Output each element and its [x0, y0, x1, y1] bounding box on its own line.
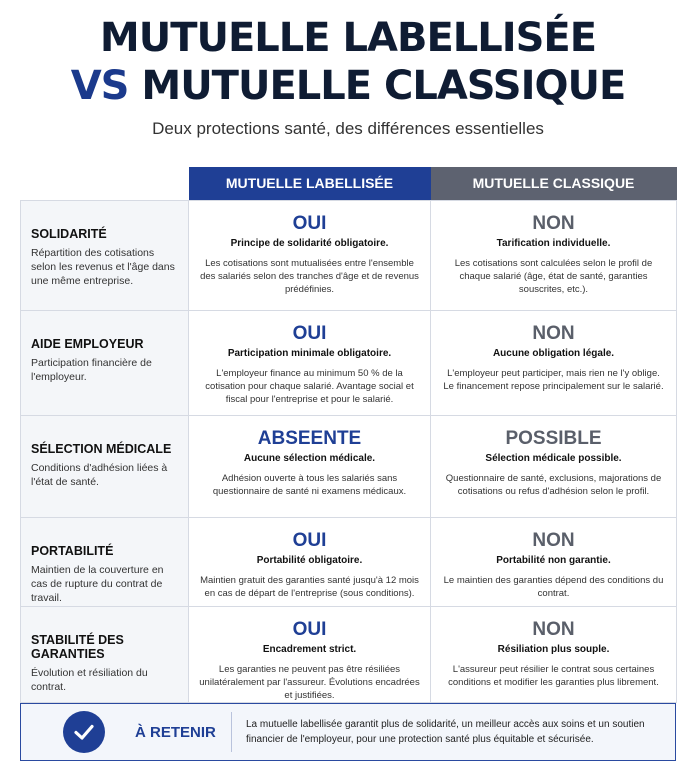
criterion-description: Répartition des cotisations selon les revenus et l'âge dans une même entreprise. — [31, 246, 175, 287]
classique-cell — [431, 606, 677, 702]
retenir-label: À RETENIR — [135, 723, 216, 741]
criterion-cell — [21, 517, 189, 606]
labellisee-headline: Participation minimale obligatoire. — [227, 347, 392, 359]
labellisee-detail: Maintien gratuit des garanties santé jusqu'à 12 mois en cas de départ de l'entreprise (sous conditions). — [200, 574, 419, 599]
table-row — [21, 310, 677, 415]
classique-headline: Résiliation plus souple. — [497, 643, 610, 655]
retenir-divider — [231, 712, 232, 752]
labellisee-verdict: OUI — [292, 322, 327, 344]
classique-detail: L'assureur peut résilier le contrat sous certaines conditions et modifier les garanties plus librement. — [448, 663, 659, 688]
classique-detail: Questionnaire de santé, exclusions, majorations de cotisations ou refus d'adhésion selon le profil. — [445, 472, 662, 497]
classique-cell — [431, 415, 677, 517]
classique-verdict: NON — [532, 618, 575, 640]
column-header-labellisee: MUTUELLE LABELLISÉE — [189, 167, 431, 200]
labellisee-detail: Adhésion ouverte à tous les salariés sans questionnaire de santé ni examens médicaux. — [212, 472, 407, 497]
criterion-name: AIDE EMPLOYEUR — [31, 336, 144, 351]
comparison-table — [20, 167, 677, 703]
column-header-classique: MUTUELLE CLASSIQUE — [431, 167, 677, 200]
labellisee-detail: Les cotisations sont mutualisées entre l'ensemble des salariés selon des tranches d'âge et de revenus prédéfinies. — [200, 257, 419, 295]
labellisee-headline: Encadrement strict. — [262, 643, 357, 655]
criterion-description: Maintien de la couverture en cas de rupture du contrat de travail. — [31, 563, 164, 604]
table-corner — [21, 167, 189, 200]
table-row — [21, 415, 677, 517]
labellisee-verdict: ABSEENTE — [257, 427, 362, 449]
criterion-name: SÉLECTION MÉDICALE — [31, 441, 172, 456]
criterion-description: Participation financière de l'employeur. — [31, 356, 152, 383]
retenir-text: La mutuelle labellisée garantit plus de solidarité, un meilleur accès aux soins et un soutien financier de l'employeur, pour une protection santé plus équitable et sécurisée. — [246, 719, 645, 745]
labellisee-cell — [189, 310, 431, 415]
labellisee-cell — [189, 200, 431, 310]
classique-verdict: NON — [532, 322, 575, 344]
labellisee-headline: Aucune sélection médicale. — [243, 452, 376, 464]
title-line-2-rest: MUTUELLE CLASSIQUE — [141, 63, 626, 109]
labellisee-headline: Principe de solidarité obligatoire. — [230, 237, 389, 249]
criterion-cell — [21, 415, 189, 517]
page-title — [0, 14, 696, 110]
classique-headline: Sélection médicale possible. — [485, 452, 622, 464]
retenir-banner — [20, 703, 676, 761]
labellisee-detail: L'employeur finance au minimum 50 % de la cotisation pour chaque salarié. Avantage social et fiscal pour l'entreprise et pour le salarié. — [205, 367, 414, 405]
classique-headline: Aucune obligation légale. — [492, 347, 615, 359]
criterion-cell — [21, 200, 189, 310]
title-vs: VS — [70, 63, 129, 109]
classique-verdict: NON — [532, 529, 575, 551]
classique-headline: Portabilité non garantie. — [496, 554, 611, 566]
check-icon — [63, 711, 105, 753]
classique-detail: Le maintien des garanties dépend des conditions du contrat. — [443, 574, 664, 599]
classique-headline: Tarification individuelle. — [496, 237, 611, 249]
classique-detail: L'employeur peut participer, mais rien ne l'y oblige. Le financement repose principalement sur le salarié. — [443, 367, 664, 392]
labellisee-verdict: OUI — [292, 529, 327, 551]
criterion-description: Conditions d'adhésion liées à l'état de santé. — [31, 461, 168, 488]
criterion-cell — [21, 310, 189, 415]
classique-verdict: NON — [532, 212, 575, 234]
labellisee-cell — [189, 415, 431, 517]
title-line-2 — [0, 62, 696, 110]
criterion-name: SOLIDARITÉ — [31, 226, 107, 241]
page-subtitle: Deux protections santé, des différences essentielles — [152, 119, 544, 138]
criterion-name: STABILITÉ DES GARANTIES — [31, 632, 124, 661]
table-header-row — [21, 167, 677, 200]
classique-verdict: POSSIBLE — [505, 427, 602, 449]
table-row — [21, 200, 677, 310]
classique-cell — [431, 310, 677, 415]
labellisee-verdict: OUI — [292, 618, 327, 640]
labellisee-cell — [189, 606, 431, 702]
title-line-1: MUTUELLE LABELLISÉE — [99, 15, 597, 61]
table-row — [21, 606, 677, 702]
criterion-description: Évolution et résiliation du contrat. — [31, 666, 148, 693]
classique-cell — [431, 517, 677, 606]
criterion-cell — [21, 606, 189, 702]
classique-cell — [431, 200, 677, 310]
labellisee-cell — [189, 517, 431, 606]
criterion-name: PORTABILITÉ — [31, 543, 114, 558]
labellisee-headline: Portabilité obligatoire. — [256, 554, 363, 566]
labellisee-detail: Les garanties ne peuvent pas être résiliées unilatéralement par l'assureur. Évolutions encadrées et justifiées. — [199, 663, 420, 701]
table-row — [21, 517, 677, 606]
classique-detail: Les cotisations sont calculées selon le profil de chaque salarié (âge, état de santé, garanties souscrites, etc.). — [454, 257, 653, 295]
labellisee-verdict: OUI — [292, 212, 327, 234]
